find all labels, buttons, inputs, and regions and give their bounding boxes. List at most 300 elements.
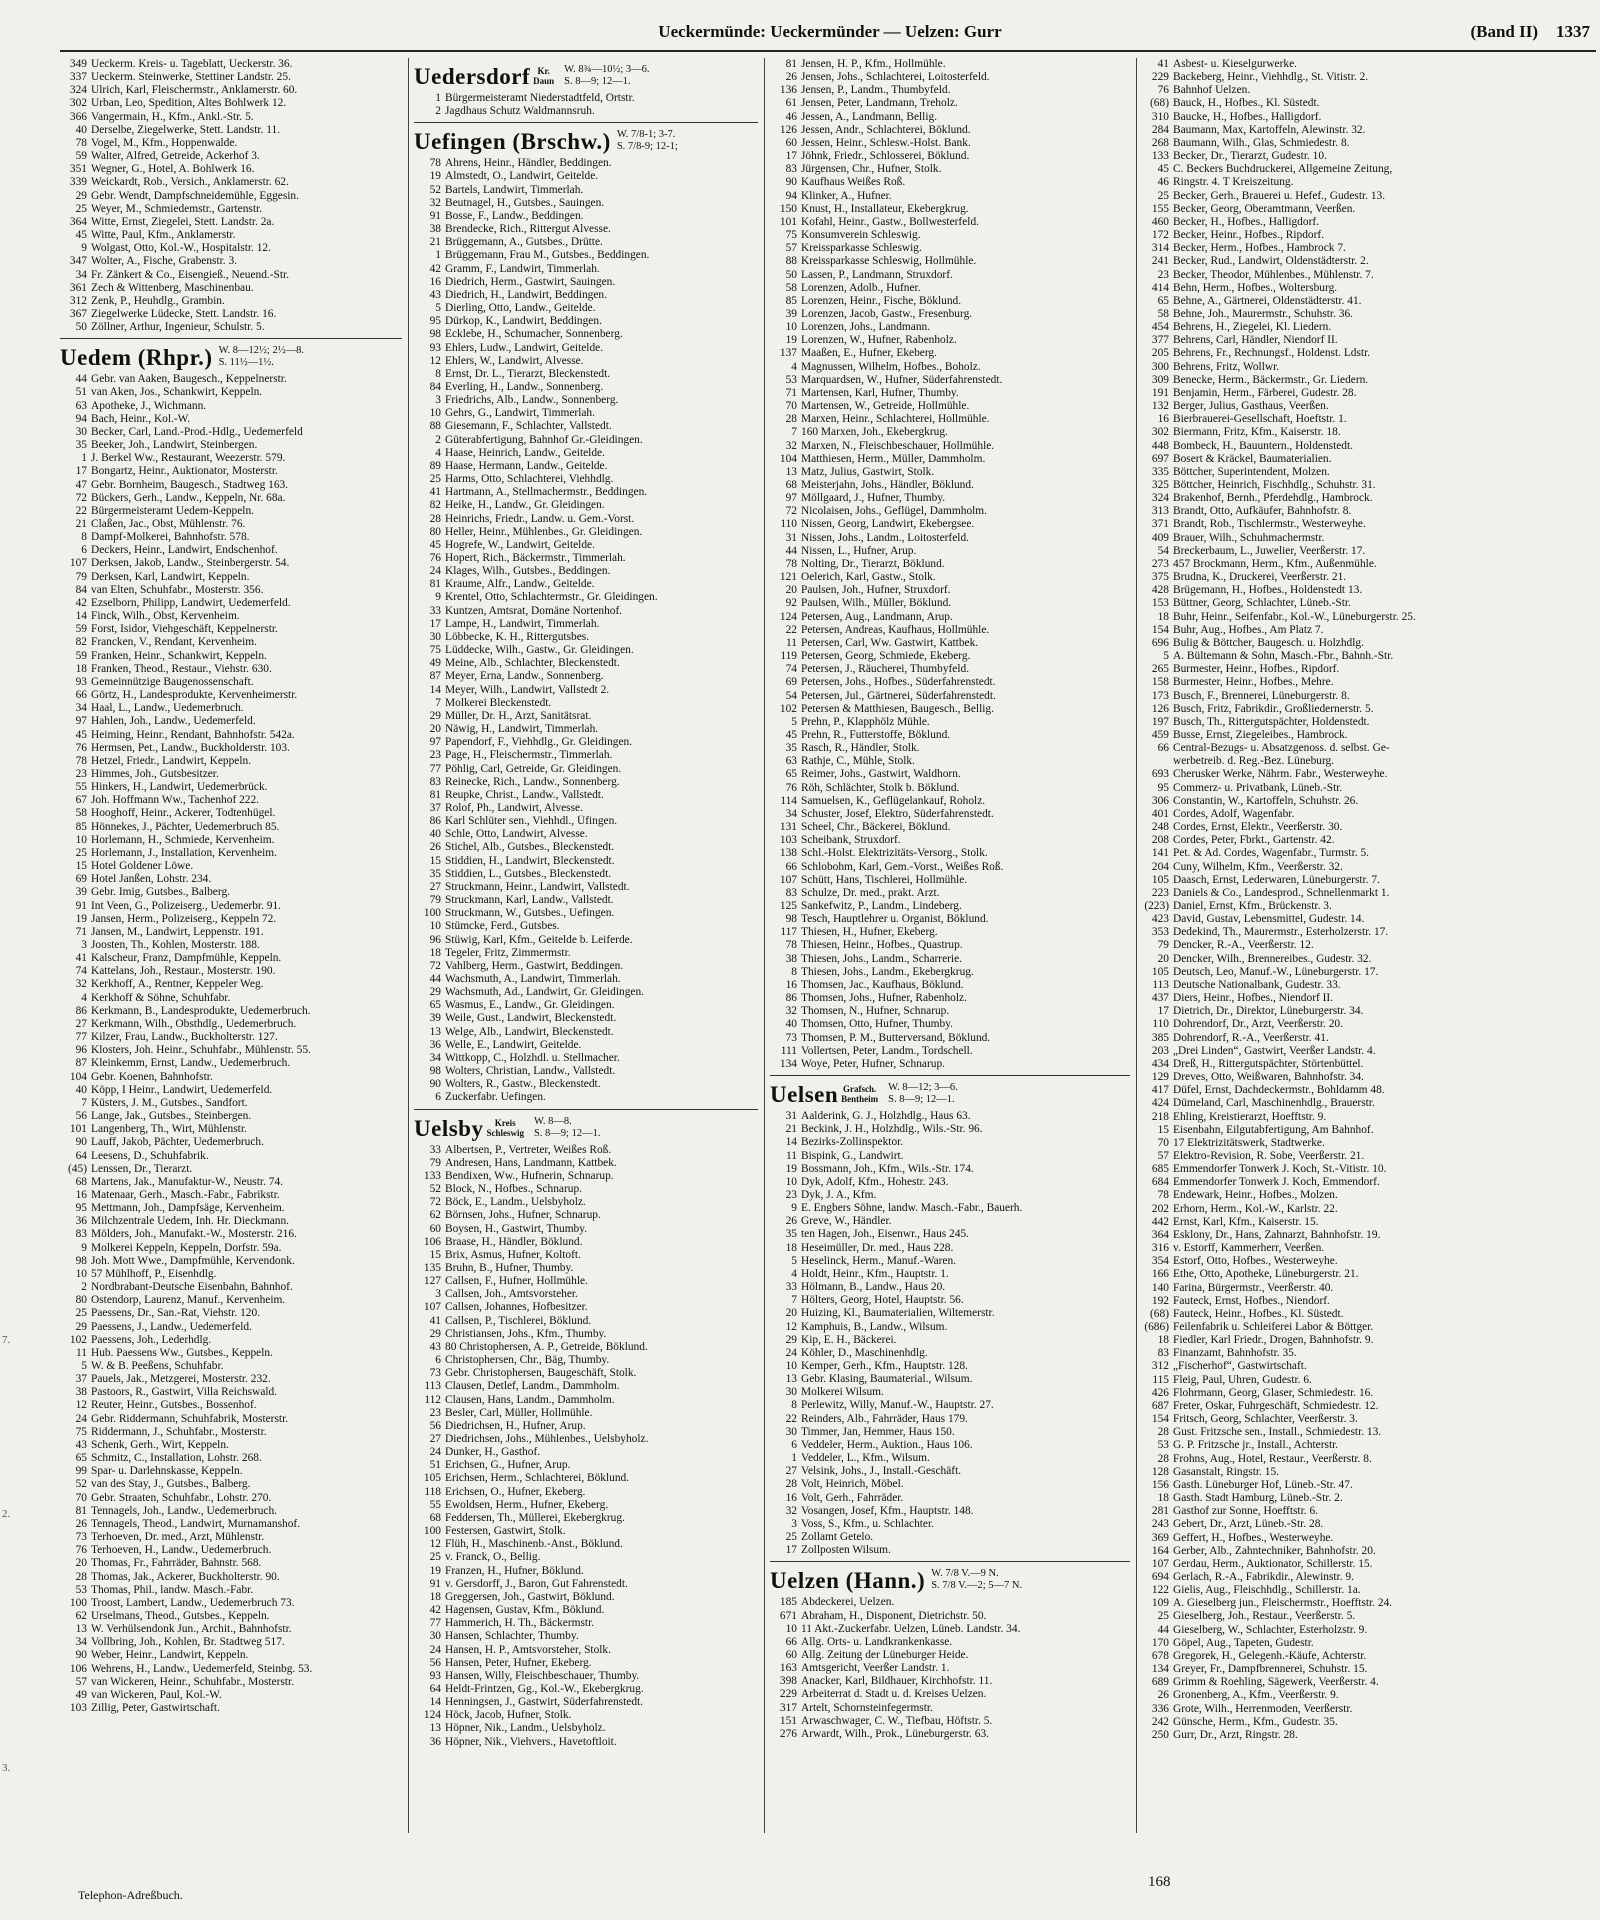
subscriber-text: Beeker, Joh., Landwirt, Steinbergen. [91,439,258,452]
subscriber-text: Karl Schlüter sen., Viehhdl., Üfingen. [445,815,618,828]
directory-entry [60,1189,402,1202]
phone-number: 7 [435,696,441,709]
subscriber-text: Wegner, G., Hotel, A. Bohlwerk 16. [91,163,255,176]
subscriber-text: Zenk, P., Heuhdlg., Grambin. [91,294,225,307]
phone-number: 60 [785,1648,797,1661]
phone-number: 23 [429,1406,441,1419]
subscriber-text: Erhorn, Herm., Kol.-W., Karlstr. 22. [1173,1202,1338,1215]
phone-number: 70 [1157,1136,1169,1149]
subscriber-text: Volt, Gerh., Fahrräder. [801,1491,904,1504]
subscriber-text: Perlewitz, Willy, Manuf.-W., Hauptstr. 27. [801,1399,994,1412]
subscriber-text: Abraham, H., Disponent, Dietrichstr. 50. [801,1609,987,1622]
phone-number: 687 [1151,1399,1169,1412]
subscriber-text: Cordes, Adolf, Wagenfabr. [1173,807,1295,820]
directory-entry [60,479,402,492]
phone-number: 8 [791,965,797,978]
directory-entry [414,789,758,802]
subscriber-text: Ringstr. 4. T Kreiszeitung. [1173,176,1294,189]
subscriber-text: Gieselberg, W., Schlachter, Esterholzstr. 9. [1173,1623,1368,1636]
subscriber-text: Kuntzen, Amtsrat, Domäne Nortenhof. [445,604,623,617]
subscriber-text: Becker, Georg, Oberamtmann, Veerßen. [1173,202,1356,215]
subscriber-text: Paulsen, Joh., Hufner, Struxdorf. [801,584,951,597]
phone-number: 460 [1151,215,1169,228]
phone-number: 17 [75,465,87,478]
subscriber-text: Greve, W., Händler. [801,1215,892,1228]
section-divider [770,1075,1130,1076]
subscriber-text: Greggersen, Joh., Gastwirt, Böklund. [445,1590,615,1603]
phone-number: 84 [75,583,87,596]
phone-number: 70 [75,1491,87,1504]
phone-number: 83 [785,163,797,176]
subscriber-text: Busch, Fritz, Fabrikdir., Großliedernerstr. 5. [1173,702,1374,715]
phone-number: 22 [785,623,797,636]
phone-number: 125 [779,900,797,912]
subscriber-text: Maaßen, E., Hufner, Ekeberg. [801,347,937,360]
directory-entry [770,111,1130,124]
directory-entry [1142,492,1594,505]
directory-entry [414,92,758,105]
subscriber-text: Tennagels, Joh., Landw., Uedemerbruch. [91,1504,278,1517]
directory-entry [770,1321,1130,1334]
subscriber-text: Hammerich, H. Th., Bäckermstr. [445,1617,595,1630]
subscriber-text: Rathje, C., Mühle, Stolk. [801,755,915,768]
phone-number: 336 [1151,1702,1169,1715]
running-title: Ueckermünde: Ueckermünder — Uelzen: Gurr [658,22,1002,41]
subscriber-text: Klosters, Joh. Heinr., Schuhfabr., Mühlenstr. 55. [91,1044,311,1057]
subscriber-text: Feilenfabrik u. Schleiferei Labor & Böttger. [1173,1321,1374,1333]
directory-entry [414,552,758,565]
directory-entry [770,637,1130,650]
subscriber-text: Gasth. Lüneburger Hof, Lüneb.-Str. 47. [1173,1478,1353,1491]
directory-entry [60,321,402,334]
directory-entry [770,1150,1130,1163]
directory-entry [770,1439,1130,1452]
subscriber-text: Spar- u. Darlehnskasse, Keppeln. [91,1465,243,1478]
directory-entry [770,1347,1130,1360]
subscriber-text: Block, N., Hofbes., Schnarup. [445,1183,582,1196]
directory-entry [1142,1347,1594,1360]
directory-entry [770,1018,1130,1031]
phone-number: 78 [785,557,797,570]
directory-entry [1142,1597,1594,1610]
directory-entry [414,1630,758,1643]
directory-entry [1142,176,1594,189]
phone-number: 107 [1151,1557,1169,1570]
phone-number: 56 [429,1656,441,1669]
phone-number: 273 [1151,557,1169,570]
phone-number: 86 [75,1004,87,1017]
directory-entry [1142,453,1594,466]
phone-number: 127 [423,1275,441,1288]
directory-entry [60,1649,402,1662]
directory-entry [1142,1124,1594,1137]
subscriber-text: Bahnhof Uelzen. [1173,84,1251,97]
directory-entry [414,1380,758,1393]
subscriber-text: Lorenzen, Heinr., Fische, Böklund. [801,294,962,307]
subscriber-text: Rolof, Ph., Landwirt, Alvesse. [445,801,583,814]
phone-number: 128 [1151,1465,1169,1478]
subscriber-text: Ehlers, W., Landwirt, Alvesse. [445,354,584,367]
subscriber-text: Thomas, Jak., Ackerer, Buckholterstr. 90. [91,1570,280,1583]
directory-entry [770,1544,1130,1557]
subscriber-text: Endewark, Heinr., Hofbes., Molzen. [1173,1189,1338,1202]
directory-entry [1142,1610,1594,1623]
subscriber-text: Meisterjahn, Johs., Händler, Böklund. [801,479,974,491]
phone-number: 50 [785,268,797,281]
phone-number: 281 [1151,1505,1169,1518]
subscriber-text: Kleinkemm, Ernst, Landw., Uedemerbruch. [91,1057,291,1070]
phone-number: 14 [429,1696,441,1709]
phone-number: 65 [1157,294,1169,307]
phone-number: 25 [75,202,87,215]
phone-number: 337 [69,71,87,84]
phone-number: 73 [75,1531,87,1544]
subscriber-text: Samuelsen, K., Geflügelankauf, Roholz. [801,794,986,807]
phone-number: 7 [81,1096,87,1109]
subscriber-text: Kerkmann, Wilh., Obsthdlg., Uedemerbruch. [91,1017,297,1030]
phone-number: 6 [435,1091,441,1104]
directory-entry [1142,229,1594,242]
directory-entry [414,368,758,381]
phone-number: 243 [1151,1518,1169,1531]
subscriber-text: Gerber, Alb., Zahntechniker, Bahnhofstr. 20. [1173,1544,1376,1557]
phone-number: 66 [785,1635,797,1648]
directory-entry [414,1420,758,1433]
phone-number: 27 [75,1017,87,1030]
phone-number: 136 [779,84,797,97]
phone-number: 12 [785,1320,797,1333]
subscriber-text: Veddeler, Herm., Auktion., Haus 106. [801,1438,973,1451]
subscriber-text: Ezselborn, Philipp, Landwirt, Uedemerfeld. [91,596,291,609]
directory-entry [414,355,758,368]
directory-entry [414,460,758,473]
subscriber-text: Esklony, Dr., Hans, Zahnarzt, Bahnhofstr. 19. [1173,1228,1381,1241]
subscriber-text: Lorenzen, Jacob, Gastw., Fresenburg. [801,307,973,320]
subscriber-text: Hansen, Schlachter, Thumby. [445,1630,579,1643]
phone-number: 51 [75,386,87,399]
directory-entry [60,1544,402,1557]
phone-number: 20 [75,1557,87,1570]
subscriber-text: Zuckerfabr. Uefingen. [445,1091,546,1104]
subscriber-text: Petersen, Aug., Landmann, Arup. [801,610,953,623]
phone-number: 173 [1151,689,1169,702]
subscriber-text: Witte, Paul, Kfm., Anklamerstr. [91,229,236,242]
subscriber-text: Pauels, Jak., Metzgerei, Mosterstr. 232. [91,1373,271,1386]
directory-entry [1142,1084,1594,1097]
directory-entry [1142,440,1594,453]
subscriber-text: Kraume, Alfr., Landw., Geitelde. [445,578,595,591]
directory-entry [414,1538,758,1551]
phone-number: 76 [75,1544,87,1557]
phone-number: 5 [81,1360,87,1372]
directory-entry [60,939,402,952]
directory-entry [414,578,758,591]
phone-number: 34 [785,807,797,820]
subscriber-text: Hölters, Georg, Hotel, Hauptstr. 56. [801,1294,964,1307]
directory-entry [60,58,402,71]
phone-number: 35 [785,742,797,755]
directory-entry [414,1578,758,1591]
phone-number: 18 [1157,1492,1169,1505]
directory-entry [1142,913,1594,926]
directory-entry [60,1281,402,1294]
column-divider [408,58,409,1833]
directory-entry [60,137,402,150]
directory-entry [414,1301,758,1314]
subscriber-text: Gerdau, Herm., Auktionator, Schillerstr. 15. [1173,1557,1373,1570]
phone-number: 459 [1151,728,1169,741]
subscriber-text: Heselinck, Herm., Manuf.-Waren. [801,1254,957,1267]
subscriber-text: Deutsche Nationalbank, Gudestr. 33. [1173,978,1341,991]
directory-entry [60,1005,402,1018]
phone-number: 13 [429,1025,441,1038]
directory-entry [1142,545,1594,558]
town-qualifier: Kreis Schleswig [486,1117,524,1138]
subscriber-text: Wolgast, Otto, Kol.-W., Hospitalstr. 12. [91,242,271,255]
subscriber-text: Franken, Theod., Restaur., Viehstr. 630. [91,662,272,675]
phone-number: 34 [75,268,87,281]
directory-entry [414,1209,758,1222]
phone-number: 38 [429,223,441,236]
directory-entry [1142,1571,1594,1584]
subscriber-text: Cordes, Peter, Fbrkt., Gartenstr. 42. [1173,834,1335,847]
subscriber-text: Kofahl, Heinr., Gastw., Bollwesterfeld. [801,215,979,228]
subscriber-text: Erichsen, G., Hufner, Arup. [445,1459,571,1472]
phone-number: 52 [75,1478,87,1491]
directory-entry [414,499,758,512]
directory-entry [770,1610,1130,1623]
phone-number: 78 [429,157,441,170]
directory-entry [770,1163,1130,1176]
subscriber-text: Joh. Mott Wwe., Dampfmühle, Kervendonk. [91,1254,295,1267]
section-divider [414,122,758,123]
directory-entry [770,58,1130,71]
phone-number: 113 [1152,978,1169,991]
subscriber-text: G. P. Fritzsche jr., Install., Achterstr. [1173,1439,1339,1452]
phone-number: 250 [1151,1728,1169,1741]
phone-number: 16 [785,1491,797,1504]
subscriber-text: 457 Brockmann, Herm., Kfm., Außenmühle. [1173,557,1377,570]
phone-number: 18 [785,1241,797,1254]
subscriber-text: Thomas, Phil., landw. Masch.-Fabr. [91,1583,254,1596]
phone-number: 9 [81,242,87,255]
phone-number: 25 [785,1531,797,1544]
phone-number: 94 [785,189,797,202]
directory-entry [1142,847,1594,860]
phone-number: 106 [423,1235,441,1248]
subscriber-text: Vangermain, H., Kfm., Ankl.-Str. 5. [91,110,254,123]
subscriber-text: Derselbe, Ziegelwerke, Stett. Landstr. 11. [91,123,281,136]
phone-number: 119 [780,650,797,663]
town-heading [770,1568,1130,1593]
subscriber-text: Holdt, Heinr., Kfm., Hauptstr. 1. [801,1267,949,1280]
phone-number: 44 [75,373,87,386]
phone-number: 25 [429,473,441,486]
subscriber-text: Lauff, Jakob, Pächter, Uedemerbruch. [91,1136,264,1149]
town-name: Uelzen (Hann.) [770,1568,926,1594]
directory-entry [60,1584,402,1597]
subscriber-text: 57 Mühlhoff, P., Eisenhdlg. [91,1267,217,1280]
phone-number: 13 [785,1373,797,1386]
directory-entry [60,1242,402,1255]
directory-entry [60,124,402,137]
phone-number: 10 [75,833,87,846]
subscriber-text: van Wickeren, Heinr., Schuhfabr., Mosterstr. [91,1675,295,1688]
directory-entry [60,834,402,847]
subscriber-text: Ueckerm. Kreis- u. Tageblatt, Ueckerstr. 36. [91,58,293,70]
subscriber-text: Marxen, Heinr., Schlachterei, Hollmühle. [801,413,990,426]
phone-number: 25 [75,846,87,859]
phone-number: 268 [1151,136,1169,149]
directory-entry [60,1071,402,1084]
subscriber-text: Walter, Alfred, Getreide, Ackerhof 3. [91,150,260,163]
directory-entry [414,1472,758,1485]
directory-entry [770,1386,1130,1399]
directory-entry [414,802,758,815]
subscriber-text: Sankefwitz, P., Landm., Lindeberg. [801,900,962,912]
phone-number: 18 [1157,1334,1169,1347]
subscriber-text: Meine, Alb., Schlachter, Bleckenstedt. [445,657,620,670]
directory-entry [60,676,402,689]
subscriber-text: Dreves, Otto, Weißwaren, Bahnhofstr. 34. [1173,1071,1364,1084]
phone-number: 95 [75,1202,87,1215]
directory-entry [60,544,402,557]
phone-number: 114 [780,794,797,807]
phone-number: 124 [423,1709,441,1722]
directory-entry [414,605,758,618]
subscriber-text: 11 Akt.-Zuckerfabr. Uelzen, Lüneb. Landstr. 34. [801,1622,1021,1635]
directory-entry [414,1236,758,1249]
directory-entry [1142,387,1594,400]
directory-entry [770,1373,1130,1386]
phone-number: 265 [1151,663,1169,676]
phone-number: 57 [785,242,797,255]
directory-entry [60,386,402,399]
directory-entry [1142,1545,1594,1558]
subscriber-text: Ehling, Kreistierarzt, Hoefftstr. 9. [1173,1110,1327,1123]
phone-number: 94 [75,412,87,425]
subscriber-text: Meyer, Wilh., Landwirt, Vallstedt 2. [445,683,610,696]
directory-entry [414,868,758,881]
directory-entry [60,978,402,991]
directory-entry [1142,479,1594,492]
phone-number: 694 [1151,1570,1169,1583]
phone-number: 38 [75,1386,87,1399]
phone-number: 55 [429,1498,441,1511]
subscriber-text: Clausen, Detlef, Landm., Dammholm. [445,1380,620,1393]
phone-number: 134 [1151,1663,1169,1676]
directory-entry [770,755,1130,768]
phone-number: 134 [779,1057,797,1070]
subscriber-text: v. Estorff, Kammerherr, Veerßen. [1173,1242,1325,1255]
directory-entry [770,137,1130,150]
phone-number: 113 [424,1380,441,1393]
directory-entry [770,716,1130,729]
phone-number: 34 [429,1051,441,1064]
subscriber-text: Gehrs, G., Landwirt, Timmerlah. [445,407,595,420]
phone-number: 60 [785,136,797,149]
directory-entry [414,644,758,657]
phone-number: 86 [429,815,441,828]
subscriber-text: Besler, Carl, Müller, Hollmühle. [445,1406,593,1419]
phone-number: 25 [75,1307,87,1320]
phone-number: 137 [779,347,797,360]
subscriber-text: Heiming, Heinr., Rendant, Bahnhofstr. 542a. [91,728,295,741]
subscriber-text: Urban, Leo, Spedition, Altes Bohlwerk 12. [91,97,287,110]
subscriber-text: Bach, Heinr., Kol.-W. [91,412,191,425]
subscriber-text: Kerkmann, B., Landesprodukte, Uedemerbruch. [91,1004,311,1017]
phone-number: 10 [429,407,441,420]
subscriber-text: Burmester, Heinr., Hofbes., Mehre. [1173,676,1334,689]
phone-number: 23 [75,767,87,780]
phone-number: 64 [75,1149,87,1162]
directory-entry [1142,782,1594,795]
directory-entry [60,1136,402,1149]
phone-number: 132 [1151,400,1169,413]
subscriber-text: Derksen, Jakob, Landw., Steinbergerstr. 54. [91,557,290,570]
subscriber-text: Bongartz, Heinr., Auktionator, Mosterstr. [91,465,278,478]
directory-entry [414,1512,758,1525]
phone-number: 88 [785,255,797,268]
phone-number: 50 [75,321,87,334]
phone-number: 364 [69,215,87,228]
subscriber-text: Bombeck, H., Bauuntern., Holdenstedt. [1173,439,1354,452]
directory-entry [60,1228,402,1241]
subscriber-text: Busse, Ernst, Ziegeleibes., Hambrock. [1173,728,1348,741]
phone-number: 14 [429,683,441,696]
directory-entry [1142,1216,1594,1229]
phone-number: 166 [1151,1268,1169,1281]
directory-entry [1142,861,1594,874]
subscriber-text: Baucke, H., Hofbes., Halligdorf. [1173,110,1322,123]
subscriber-text: Callsen, Joh., Amtsvorsteher. [445,1288,578,1301]
directory-entry [414,1039,758,1052]
phone-number: 4 [791,1267,797,1280]
subscriber-text: Struckmann, Karl, Landw., Vallstedt. [445,894,614,907]
directory-entry [1142,1387,1594,1400]
phone-number: 24 [75,1412,87,1425]
directory-entry [770,255,1130,268]
phone-number: 66 [75,689,87,702]
phone-number: 24 [429,1643,441,1656]
phone-number: 76 [75,741,87,754]
directory-entry [1142,992,1594,1005]
phone-number: 65 [429,999,441,1012]
phone-number: 316 [1151,1242,1169,1255]
subscriber-text: Vollertsen, Peter, Landm., Tordschell. [801,1044,973,1057]
subscriber-text: Becker, Herm., Hofbes., Hambrock 7. [1173,242,1346,255]
phone-number: 109 [1151,1597,1169,1610]
directory-entry [60,1399,402,1412]
phone-number: 53 [75,1583,87,1596]
subscriber-text: Lüddecke, Wilh., Gastw., Gr. Gleidingen. [445,644,634,657]
subscriber-text: Papendorf, F., Viehhdlg., Gr. Gleidingen. [445,736,633,749]
phone-number: 41 [429,1314,441,1327]
subscriber-text: Callsen, F., Hufner, Hollmühle. [445,1275,588,1288]
subscriber-text: Bosert & Kräckel, Baumaterialien. [1173,452,1332,465]
directory-entry [1142,874,1594,887]
town-heading [770,1082,1130,1107]
phone-number: 314 [1151,242,1169,255]
subscriber-text: Witte, Ernst, Ziegelei, Stett. Landstr. 2a. [91,215,275,228]
directory-entry [60,1702,402,1715]
subscriber-text: Kattelans, Joh., Restaur., Mosterstr. 190. [91,965,276,978]
directory-entry [1142,676,1594,689]
directory-entry [60,505,402,518]
subscriber-text: Jessen, Heinr., Schlesw.-Holst. Bank. [801,136,971,149]
directory-entry [1142,1005,1594,1018]
subscriber-text: Freter, Oskar, Fuhrgeschäft, Schmiedestr. 12. [1173,1399,1379,1412]
